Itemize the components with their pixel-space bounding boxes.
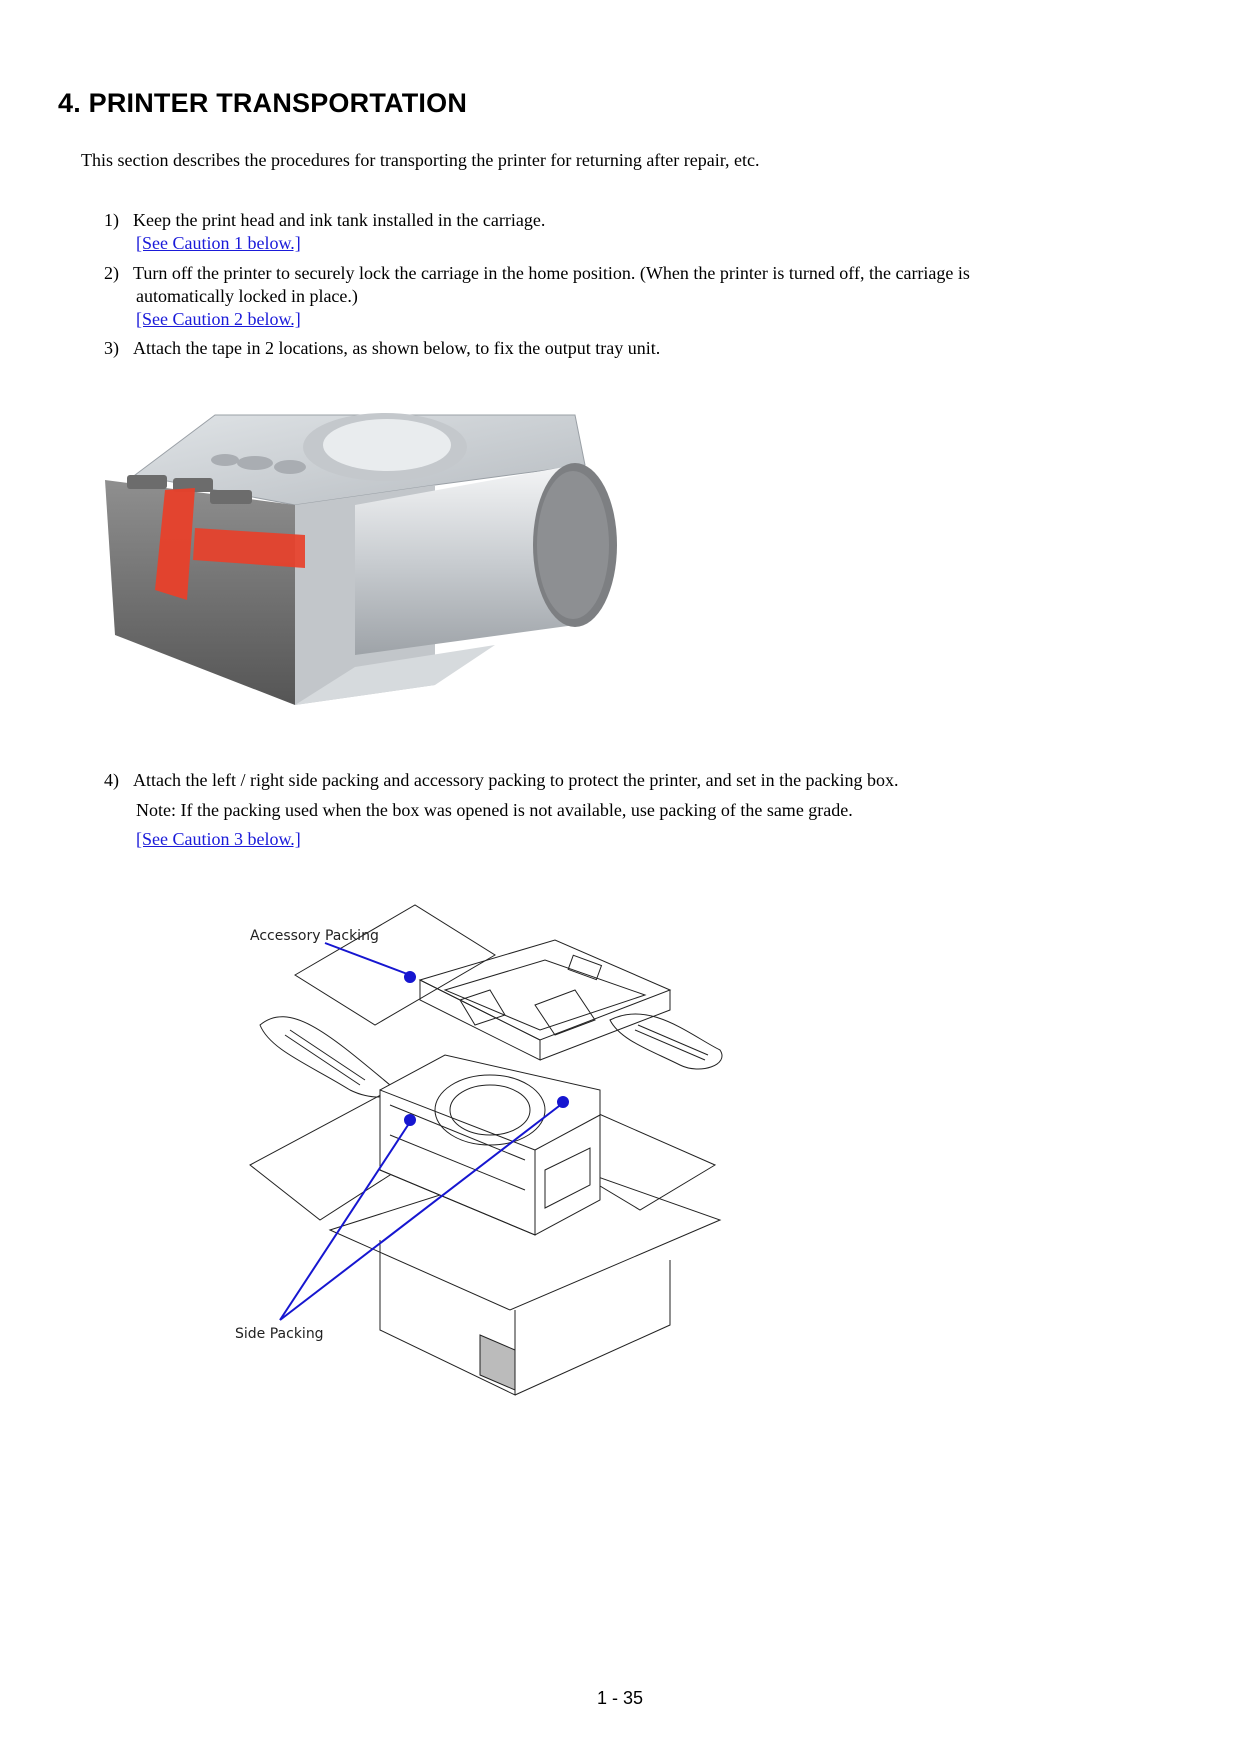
step-1-text: Keep the print head and ink tank installed in the carriage. — [133, 210, 546, 230]
step-4-text: Attach the left / right side packing and accessory packing to protect the printer, and set in the packing box. — [133, 770, 899, 790]
section-heading: 4. PRINTER TRANSPORTATION — [58, 88, 468, 118]
step-3-text: Attach the tape in 2 locations, as shown below, to fix the output tray unit. — [133, 338, 661, 358]
left-side-packing — [260, 1017, 391, 1097]
side-packing-label: Side Packing — [235, 1326, 324, 1342]
caution-3-link[interactable]: [See Caution 3 below.] — [136, 829, 301, 849]
step-3-number: 3) — [104, 338, 119, 358]
page-number: 1 - 35 — [596, 1688, 644, 1708]
caution-1-link[interactable]: [See Caution 1 below.] — [136, 233, 301, 253]
step-4-number: 4) — [104, 770, 119, 790]
cushion-sheet — [295, 905, 495, 1025]
intro-paragraph: This section describes the procedures for transporting the printer for returning after repair, etc. — [81, 150, 760, 170]
step-4-note: Note: If the packing used when the box was opened is not available, use packing of the same grade. — [136, 800, 853, 820]
step-2-number: 2) — [104, 263, 119, 283]
step-1-number: 1) — [104, 210, 119, 230]
packing-diagram — [235, 890, 830, 1490]
step-2-text: Turn off the printer to securely lock the carriage in the home position. (When the printer is turned off, the carriage is — [133, 263, 970, 283]
step-2-text-continued: automatically locked in place.) — [136, 286, 358, 306]
accessory-packing-label: Accessory Packing — [250, 928, 379, 944]
accessory-tray — [420, 940, 670, 1040]
taped-printer-photo — [105, 405, 655, 715]
caution-2-link[interactable]: [See Caution 2 below.] — [136, 309, 301, 329]
right-side-packing — [610, 1014, 722, 1069]
